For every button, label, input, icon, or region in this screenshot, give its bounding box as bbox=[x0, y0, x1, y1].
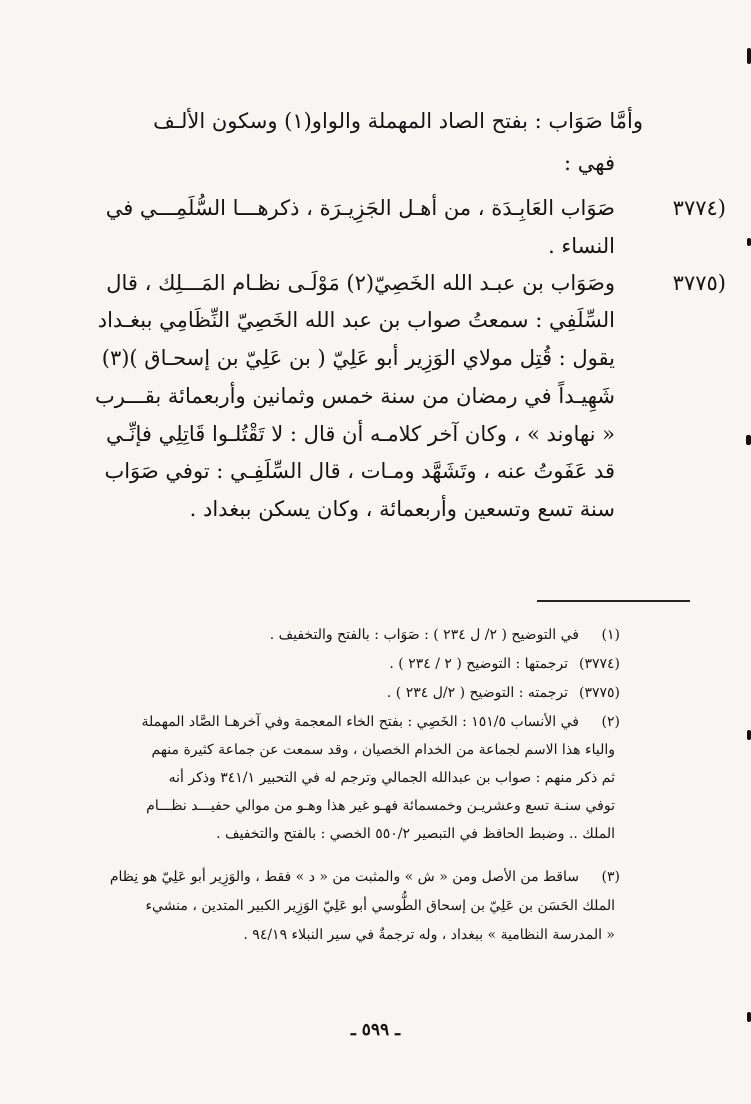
footnote-line: ترجمته : التوضيح ( ٢/ل ٢٣٤ ) . bbox=[386, 685, 568, 701]
entry-line: شَهِيـداً في رمضان من سنة خمس وثمانين وأربعمائة بقـــرب bbox=[94, 384, 615, 408]
entry-line: صَوَاب العَابِـدَة ، من أهـل الجَزِيـرَة ، ذكرهـــا السُّلَمِـــي في bbox=[105, 196, 615, 220]
scan-mark bbox=[747, 48, 751, 64]
footnote-marker: (٣٧٧٤) bbox=[578, 656, 620, 672]
footnote-line: الملك الحَسَن بن عَلِيّ بن إسحاق الطُّوسي أبو عَلِيّ الوَزِير الكبير المتدين ، منشيء bbox=[145, 898, 615, 914]
entry-number: (٣٧٧٥ bbox=[672, 271, 726, 295]
footnote-line: والياء هذا الاسم لجماعة من الخدام الخصيان ، وقد سمعت عن جماعة كثيرة منهم bbox=[151, 742, 615, 758]
footnote-line: الملك .. وضبط الحافظ في التبصير ٥٥٠/٢ الخصي : بالفتح والتخفيف . bbox=[216, 826, 615, 842]
footnote-marker: (٣٧٧٥) bbox=[578, 685, 620, 701]
intro-line-2: فهي : bbox=[564, 151, 615, 175]
footnote-line: توفي سنـة تسع وعشريـن وخمسمائة فهـو غير هذا وهـو من موالي حفيـــد نظـــام bbox=[146, 798, 615, 814]
entry-line: وصَوَاب بن عبـد الله الخَصِيّ(٢) مَوْلَـى نظـام المَـــلِك ، قال bbox=[106, 271, 615, 295]
footnote-line: « المدرسة النظامية » ببغداد ، وله ترجمةٌ في سير النبلاء ٩٤/١٩ . bbox=[243, 927, 615, 943]
entry-line: السِّلَفِي : سمعتُ صواب بن عبد الله الخَصِيّ النِّظَامِي ببغـداد bbox=[97, 308, 615, 332]
entry-line: يقول : قُتِل مولاي الوَزِير أبو عَلِيّ ( بن عَلِيّ بن إسحـاق )(٣) bbox=[101, 346, 615, 370]
footnote-marker: (٢) bbox=[601, 714, 620, 730]
footnote-line: في الأنساب ١٥١/٥ : الخَصِي : بفتح الخاء المعجمة وفي آخرهـا الصَّاد المهملة bbox=[141, 714, 579, 730]
footnote-separator bbox=[537, 600, 690, 602]
footnote-line: ساقط من الأصل ومن « ش » والمثبت من « د » فقط ، والوَزِير أبو عَلِيّ هو نِظام bbox=[109, 869, 579, 885]
footnote-line: ثم ذكر منهم : صواب بن عبدالله الجمالي وترجم له في التحبير ٣٤١/١ وذكر أنه bbox=[168, 770, 615, 786]
footnote-marker: (١) bbox=[601, 627, 620, 643]
scan-mark bbox=[746, 435, 751, 445]
footnote-line: في التوضيح ( ٢/ ل ٢٣٤ ) : صَوَاب : بالفتح والتخفيف . bbox=[269, 627, 579, 643]
footnote-line: ترجمتها : التوضيح ( ٢ / ٢٣٤ ) . bbox=[389, 656, 568, 672]
entry-line: قد عَفَوتُ عنه ، وتَشَهَّد ومـات ، قال السِّلَفِـي : توفي صَوَاب bbox=[104, 459, 615, 483]
scan-mark bbox=[747, 238, 751, 246]
entry-line: النساء . bbox=[548, 234, 615, 258]
scan-mark bbox=[747, 730, 751, 740]
entry-line: « نهاوند » ، وكان آخر كلامـه أن قال : لا تَقْتُلـوا قَاتِلِي فإنِّـي bbox=[105, 422, 615, 446]
entry-number: (٣٧٧٤ bbox=[672, 196, 726, 220]
entry-line: سنة تسع وتسعين وأربعمائة ، وكان يسكن ببغداد . bbox=[189, 497, 615, 521]
footnote-marker: (٣) bbox=[601, 869, 620, 885]
page-number: ـ ٥٩٩ ـ bbox=[350, 1020, 401, 1040]
scan-mark bbox=[747, 1012, 751, 1022]
intro-line-1: وأمَّا صَوَاب : بفتح الصاد المهملة والواو(١) وسكون الألـف bbox=[153, 109, 643, 133]
